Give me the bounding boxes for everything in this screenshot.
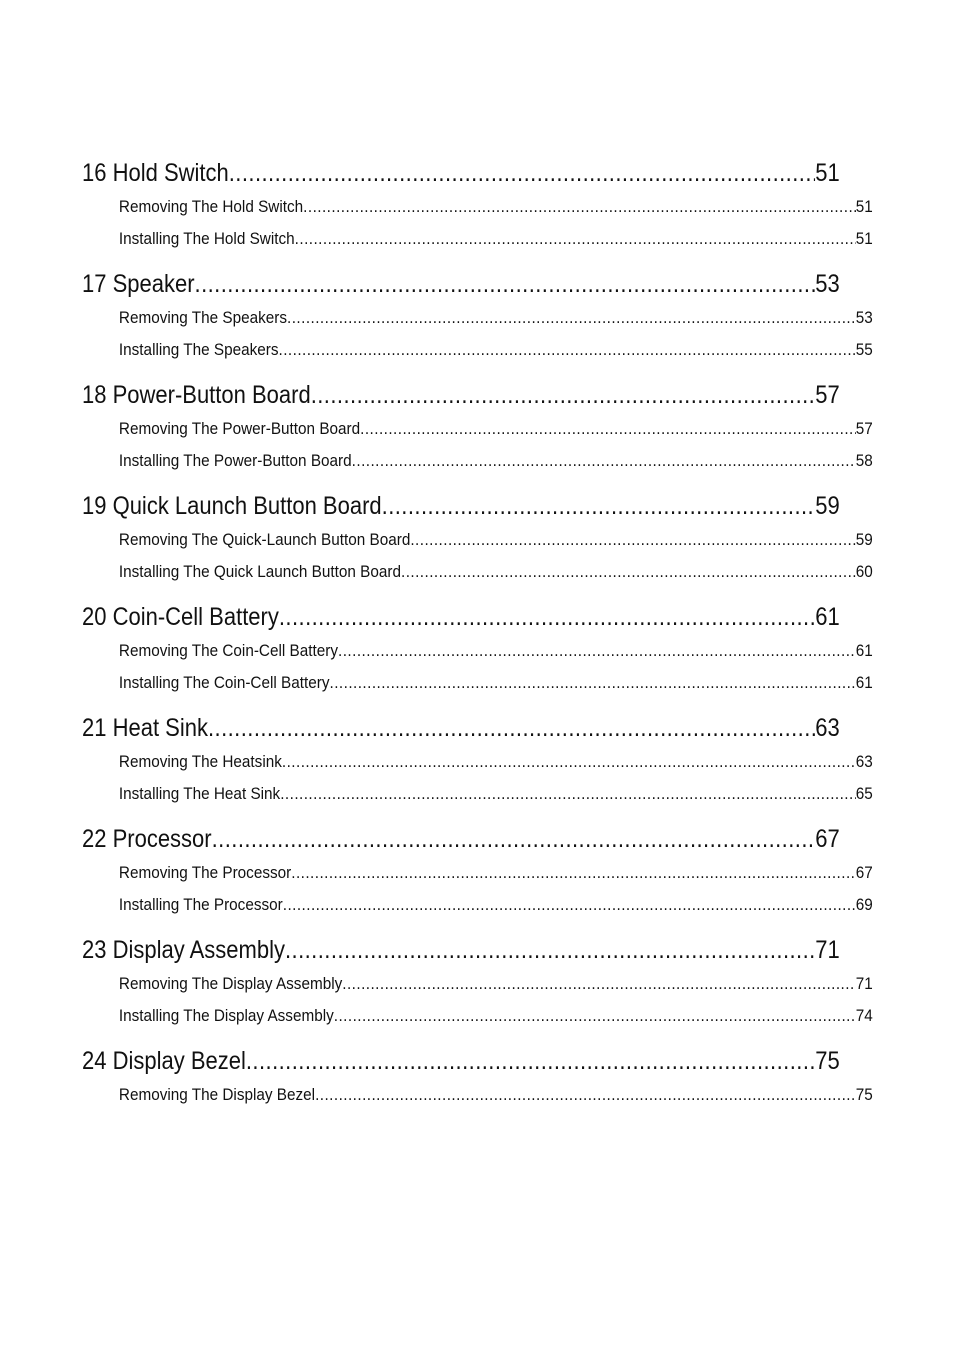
section-page-number: 71 (855, 974, 873, 993)
chapter-page-number: 63 (815, 714, 840, 742)
toc-section-entry[interactable] (82, 778, 873, 810)
section-page-number: 59 (855, 530, 873, 549)
toc-section-entry[interactable] (82, 1079, 873, 1111)
dot-leader (285, 933, 815, 968)
dot-leader (342, 968, 855, 1000)
chapter-page-number: 75 (815, 1047, 840, 1075)
toc-chapter-entry[interactable] (82, 1044, 840, 1079)
dot-leader (229, 156, 816, 191)
chapter-title: 22 Processor (82, 825, 212, 853)
toc-chapter (82, 378, 873, 477)
dot-leader (291, 857, 855, 889)
dot-leader (401, 556, 856, 588)
chapter-page-number: 61 (815, 603, 840, 631)
section-title: Installing The Coin-Cell Battery (118, 673, 330, 692)
chapter-page-number: 53 (815, 270, 840, 298)
chapter-page-number: 51 (815, 159, 840, 187)
section-page-number: 65 (855, 784, 873, 803)
dot-leader (283, 889, 856, 921)
toc-chapter-entry[interactable] (82, 156, 840, 191)
toc-chapter (82, 822, 873, 921)
toc-chapter (82, 1044, 873, 1111)
dot-leader (279, 600, 815, 635)
chapter-title: 20 Coin-Cell Battery (82, 603, 279, 631)
section-page-number: 63 (855, 752, 873, 771)
dot-leader (360, 413, 856, 445)
section-title: Installing The Speakers (118, 340, 279, 359)
section-title: Removing The Display Assembly (118, 974, 343, 993)
toc-section-entry[interactable] (82, 302, 873, 334)
toc-section-entry[interactable] (82, 556, 873, 588)
section-title: Installing The Power-Button Board (118, 451, 352, 470)
section-page-number: 67 (855, 863, 873, 882)
section-title: Installing The Quick Launch Button Board (118, 562, 401, 581)
section-title: Removing The Speakers (118, 308, 288, 327)
section-page-number: 55 (855, 340, 873, 359)
toc-section-entry[interactable] (82, 524, 873, 556)
section-title: Installing The Processor (118, 895, 283, 914)
toc-section-entry[interactable] (82, 334, 873, 366)
section-page-number: 61 (855, 641, 873, 660)
dot-leader (338, 635, 856, 667)
toc-section-entry[interactable] (82, 413, 873, 445)
dot-leader (287, 302, 856, 334)
toc-chapter-entry[interactable] (82, 600, 840, 635)
toc-chapter (82, 600, 873, 699)
section-page-number: 51 (855, 197, 873, 216)
section-title: Installing The Display Assembly (118, 1006, 334, 1025)
chapter-title: 17 Speaker (82, 270, 195, 298)
section-title: Installing The Heat Sink (118, 784, 281, 803)
chapter-title: 18 Power-Button Board (82, 381, 311, 409)
toc-section-entry[interactable] (82, 191, 873, 223)
dot-leader (295, 223, 856, 255)
toc-section-entry[interactable] (82, 857, 873, 889)
section-page-number: 60 (855, 562, 873, 581)
section-title: Removing The Display Bezel (118, 1085, 316, 1104)
toc-chapter-entry[interactable] (82, 378, 840, 413)
section-title: Removing The Processor (118, 863, 292, 882)
chapter-title: 16 Hold Switch (82, 159, 229, 187)
section-page-number: 61 (855, 673, 873, 692)
dot-leader (352, 445, 856, 477)
section-title: Removing The Coin-Cell Battery (118, 641, 339, 660)
toc-section-entry[interactable] (82, 445, 873, 477)
section-title: Installing The Hold Switch (118, 229, 295, 248)
section-page-number: 74 (855, 1006, 873, 1025)
chapter-page-number: 67 (815, 825, 840, 853)
dot-leader (279, 334, 856, 366)
dot-leader (208, 711, 815, 746)
section-page-number: 75 (855, 1085, 873, 1104)
toc-chapter-entry[interactable] (82, 822, 840, 857)
toc-section-entry[interactable] (82, 635, 873, 667)
chapter-title: 24 Display Bezel (82, 1047, 246, 1075)
dot-leader (212, 822, 816, 857)
chapter-page-number: 71 (815, 936, 840, 964)
toc-section-entry[interactable] (82, 968, 873, 1000)
toc-chapter (82, 489, 873, 588)
section-title: Removing The Power-Button Board (118, 419, 361, 438)
dot-leader (195, 267, 816, 302)
chapter-page-number: 59 (815, 492, 840, 520)
chapter-title: 19 Quick Launch Button Board (82, 492, 382, 520)
section-title: Removing The Quick-Launch Button Board (118, 530, 411, 549)
section-title: Removing The Heatsink (118, 752, 282, 771)
dot-leader (311, 378, 816, 413)
dot-leader (382, 489, 816, 524)
toc-section-entry[interactable] (82, 746, 873, 778)
dot-leader (303, 191, 856, 223)
section-page-number: 58 (855, 451, 873, 470)
dot-leader (410, 524, 855, 556)
toc-chapter-entry[interactable] (82, 489, 840, 524)
section-title: Removing The Hold Switch (118, 197, 304, 216)
dot-leader (330, 667, 856, 699)
section-page-number: 57 (855, 419, 873, 438)
section-page-number: 69 (855, 895, 873, 914)
dot-leader (246, 1044, 815, 1079)
chapter-page-number: 57 (815, 381, 840, 409)
toc-chapter (82, 267, 873, 366)
section-page-number: 53 (855, 308, 873, 327)
toc-chapter (82, 156, 873, 255)
dot-leader (334, 1000, 856, 1032)
toc-chapter (82, 933, 873, 1032)
toc-chapter-entry[interactable] (82, 933, 840, 968)
toc-chapter-entry[interactable] (82, 267, 840, 302)
toc-section-entry[interactable] (82, 889, 873, 921)
toc-section-entry[interactable] (82, 667, 873, 699)
table-of-contents (82, 156, 873, 1123)
chapter-title: 21 Heat Sink (82, 714, 208, 742)
dot-leader (280, 778, 855, 810)
toc-section-entry[interactable] (82, 1000, 873, 1032)
toc-section-entry[interactable] (82, 223, 873, 255)
section-page-number: 51 (855, 229, 873, 248)
toc-chapter (82, 711, 873, 810)
chapter-title: 23 Display Assembly (82, 936, 285, 964)
dot-leader (315, 1079, 856, 1111)
toc-chapter-entry[interactable] (82, 711, 840, 746)
dot-leader (282, 746, 856, 778)
